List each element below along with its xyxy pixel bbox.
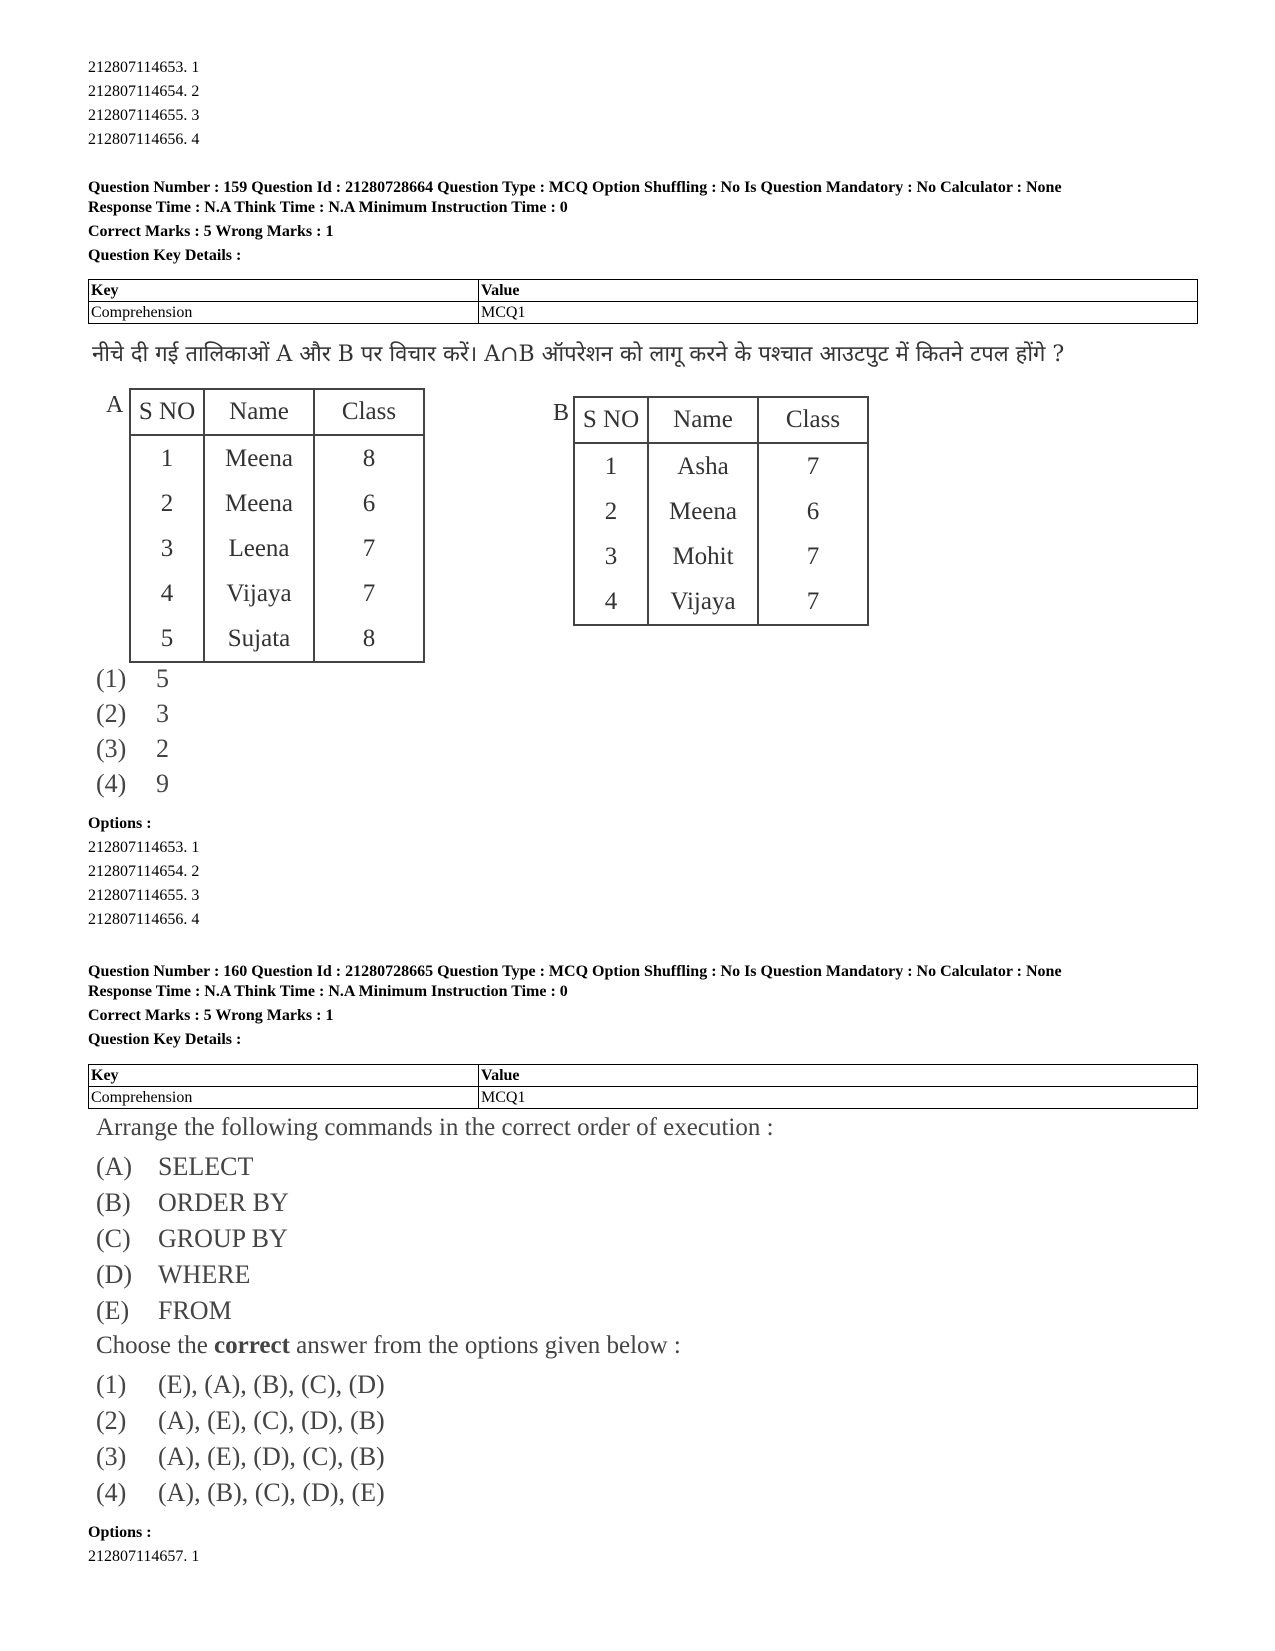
table-cell: Vijaya bbox=[648, 579, 758, 625]
q160-meta bbox=[88, 962, 1062, 1050]
table-cell: Meena bbox=[204, 481, 314, 526]
command-text: ORDER BY bbox=[158, 1188, 289, 1217]
table-b bbox=[573, 396, 869, 626]
command-letter: (C) bbox=[96, 1224, 131, 1253]
q160-command-d bbox=[96, 1260, 250, 1290]
command-letter: (A) bbox=[96, 1152, 133, 1181]
table-cell: 1 bbox=[130, 435, 204, 481]
q160-command-a bbox=[96, 1152, 253, 1182]
answer-text: (A), (E), (C), (D), (B) bbox=[158, 1406, 385, 1435]
q159-meta-line1: Question Number : 159 Question Id : 21280728664 Question Type : MCQ Option Shuffling : No Is Question Mandatory : No Calculator : None bbox=[88, 179, 1062, 196]
value-cell: MCQ1 bbox=[479, 302, 1198, 324]
q160-answer-1 bbox=[96, 1370, 385, 1400]
table-header: Class bbox=[314, 389, 424, 435]
table-a bbox=[129, 388, 425, 663]
answer-number: (3) bbox=[96, 1442, 127, 1471]
q159-question-text: नीचे दी गई तालिकाओं A और B पर विचार करें। A∩B ऑपरेशन को लागू करने के पश्चात आउटपुट में कितने टपल होंगे ? bbox=[92, 342, 1065, 367]
q160-options bbox=[88, 1521, 199, 1569]
option-line: 212807114655. 3 bbox=[88, 887, 200, 904]
answer-number: (2) bbox=[96, 699, 127, 728]
answer-text: 9 bbox=[156, 769, 169, 798]
key-cell: Comprehension bbox=[89, 1087, 479, 1109]
q160-question-text: Arrange the following commands in the correct order of execution : bbox=[96, 1114, 774, 1141]
answer-text: (A), (B), (C), (D), (E) bbox=[158, 1478, 385, 1507]
option-line: 212807114653. 1 bbox=[88, 839, 200, 856]
q160-meta-line1: Question Number : 160 Question Id : 21280728665 Question Type : MCQ Option Shuffling : No Is Question Mandatory : No Calculator : None bbox=[88, 963, 1062, 980]
q159-answer-2 bbox=[96, 699, 169, 729]
table-cell: 8 bbox=[314, 435, 424, 481]
table-cell: Asha bbox=[648, 443, 758, 489]
table-cell: 4 bbox=[130, 571, 204, 616]
option-line: 212807114656. 4 bbox=[88, 911, 200, 928]
option-line: 212807114657. 1 bbox=[88, 1548, 200, 1565]
table-cell: 2 bbox=[574, 489, 648, 534]
q160-answer-2 bbox=[96, 1406, 385, 1436]
answer-number: (3) bbox=[96, 734, 127, 763]
table-cell: 3 bbox=[574, 534, 648, 579]
table-b-label: B bbox=[553, 400, 570, 426]
q160-marks: Correct Marks : 5 Wrong Marks : 1 bbox=[88, 1007, 334, 1024]
table-cell: 7 bbox=[758, 579, 868, 625]
choose-text-post: answer from the options given below : bbox=[289, 1332, 681, 1359]
q159-answer-1 bbox=[96, 664, 169, 694]
q160-command-e bbox=[96, 1296, 232, 1326]
table-cell: Leena bbox=[204, 526, 314, 571]
answer-number: (2) bbox=[96, 1406, 127, 1435]
table-cell: Meena bbox=[204, 435, 314, 481]
previous-options-list bbox=[88, 56, 199, 152]
table-cell: Vijaya bbox=[204, 571, 314, 616]
command-text: SELECT bbox=[158, 1152, 254, 1181]
table-cell: Sujata bbox=[204, 616, 314, 662]
command-text: WHERE bbox=[158, 1260, 251, 1289]
table-cell: 4 bbox=[574, 579, 648, 625]
table-cell: Meena bbox=[648, 489, 758, 534]
key-cell: Comprehension bbox=[89, 302, 479, 324]
q159-key-details-heading: Question Key Details : bbox=[88, 247, 242, 264]
answer-number: (4) bbox=[96, 769, 127, 798]
choose-text-bold: correct bbox=[214, 1332, 290, 1359]
command-letter: (E) bbox=[96, 1296, 130, 1325]
answer-number: (1) bbox=[96, 1370, 127, 1399]
q160-choose-instruction bbox=[96, 1332, 681, 1360]
table-a-label: A bbox=[106, 392, 124, 418]
q159-options bbox=[88, 812, 199, 932]
command-letter: (B) bbox=[96, 1188, 131, 1217]
answer-number: (1) bbox=[96, 664, 127, 693]
table-cell: 7 bbox=[314, 526, 424, 571]
table-cell: 7 bbox=[758, 443, 868, 489]
table-cell: 3 bbox=[130, 526, 204, 571]
answer-text: 3 bbox=[156, 699, 169, 728]
option-line: 212807114656. 4 bbox=[88, 131, 200, 148]
value-header: Value bbox=[479, 280, 1198, 302]
command-letter: (D) bbox=[96, 1260, 133, 1289]
table-cell: 8 bbox=[314, 616, 424, 662]
table-header: Name bbox=[204, 389, 314, 435]
answer-text: (E), (A), (B), (C), (D) bbox=[158, 1370, 385, 1399]
options-label: Options : bbox=[88, 815, 152, 832]
answer-text: 2 bbox=[156, 734, 169, 763]
option-line: 212807114655. 3 bbox=[88, 107, 200, 124]
option-line: 212807114653. 1 bbox=[88, 59, 200, 76]
value-cell: MCQ1 bbox=[479, 1087, 1198, 1109]
options-label: Options : bbox=[88, 1524, 152, 1541]
command-text: FROM bbox=[158, 1296, 232, 1325]
q160-command-b bbox=[96, 1188, 289, 1218]
table-cell: 6 bbox=[314, 481, 424, 526]
option-line: 212807114654. 2 bbox=[88, 863, 200, 880]
value-header: Value bbox=[479, 1065, 1198, 1087]
q159-marks: Correct Marks : 5 Wrong Marks : 1 bbox=[88, 223, 334, 240]
table-cell: 2 bbox=[130, 481, 204, 526]
option-line: 212807114654. 2 bbox=[88, 83, 200, 100]
key-header: Key bbox=[89, 1065, 479, 1087]
table-cell: 6 bbox=[758, 489, 868, 534]
table-header: S NO bbox=[574, 397, 648, 443]
table-cell: 7 bbox=[314, 571, 424, 616]
choose-text-pre: Choose the bbox=[96, 1332, 215, 1359]
q159-meta-line2: Response Time : N.A Think Time : N.A Minimum Instruction Time : 0 bbox=[88, 199, 568, 216]
table-header: Name bbox=[648, 397, 758, 443]
key-header: Key bbox=[89, 280, 479, 302]
answer-number: (4) bbox=[96, 1478, 127, 1507]
command-text: GROUP BY bbox=[158, 1224, 288, 1253]
table-cell: 5 bbox=[130, 616, 204, 662]
q160-key-table bbox=[88, 1064, 1198, 1109]
q160-key-details-heading: Question Key Details : bbox=[88, 1031, 242, 1048]
q159-answer-3 bbox=[96, 734, 169, 764]
table-cell: 7 bbox=[758, 534, 868, 579]
q159-answer-4 bbox=[96, 769, 169, 799]
q160-answer-3 bbox=[96, 1442, 385, 1472]
q160-command-c bbox=[96, 1224, 288, 1254]
table-cell: 1 bbox=[574, 443, 648, 489]
table-header: S NO bbox=[130, 389, 204, 435]
answer-text: 5 bbox=[156, 664, 169, 693]
q159-key-table bbox=[88, 279, 1198, 324]
table-cell: Mohit bbox=[648, 534, 758, 579]
q160-answer-4 bbox=[96, 1478, 385, 1508]
table-header: Class bbox=[758, 397, 868, 443]
q160-meta-line2: Response Time : N.A Think Time : N.A Minimum Instruction Time : 0 bbox=[88, 983, 568, 1000]
answer-text: (A), (E), (D), (C), (B) bbox=[158, 1442, 385, 1471]
q159-meta bbox=[88, 178, 1062, 266]
